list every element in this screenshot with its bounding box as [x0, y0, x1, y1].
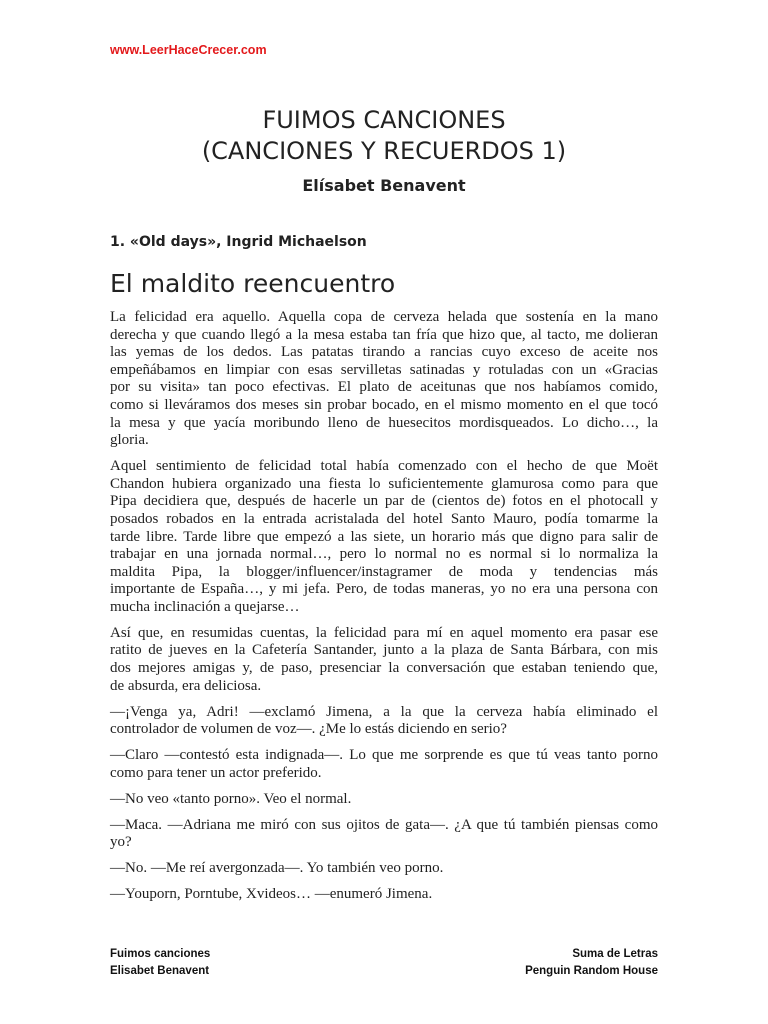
- paragraph: [110, 791, 658, 809]
- paragraph-line: Pipa decidiera que, después de hacerle un par de (cientos de) fotos en el photocall y: [110, 493, 658, 510]
- paragraph: [110, 747, 658, 782]
- paragraph-line: como para tener un actor preferido.: [110, 764, 322, 781]
- footer-right: [525, 946, 658, 980]
- paragraph-line: Así que, en resumidas cuentas, la felicidad para mí en aquel momento era pasar ese: [110, 624, 658, 641]
- paragraph-line: —No veo «tanto porno». Veo el normal.: [110, 790, 352, 807]
- footer-author: Elisabet Benavent: [110, 965, 210, 977]
- paragraph-line: ratito de jueves en la Cafetería Santander, junto a la plaza de Santa Bárbara, con mis: [110, 642, 658, 659]
- paragraph-line: derecha y que cuando llegó a la mesa estaba tan fría que hizo que, al tacto, me dolieran: [110, 326, 658, 343]
- book-title: [0, 105, 768, 167]
- paragraph-line: trabajar en una jornada normal…, pero lo normal no es normal si lo normaliza la: [110, 546, 658, 563]
- paragraph: [110, 309, 658, 450]
- paragraph-line: —Youporn, Porntube, Xvideos… —enumeró Jimena.: [110, 886, 433, 903]
- paragraph-line: la mesa y que yacía moribundo lleno de huesecitos mordisqueados. Lo dicho…, la: [110, 414, 658, 431]
- paragraph: [110, 886, 658, 904]
- website-link[interactable]: www.LeerHaceCrecer.com: [110, 43, 267, 57]
- paragraph-line: importante de España…, y mi jefa. Pero, de todas maneras, yo no era una persona con: [110, 581, 658, 598]
- footer-book-title: Fuimos canciones: [110, 948, 211, 960]
- paragraph-line: mucha inclinación a quejarse…: [110, 598, 300, 615]
- paragraph-line: de absurda, era deliciosa.: [110, 677, 262, 694]
- book-title-line-1: FUIMOS CANCIONES: [262, 106, 506, 134]
- paragraph: [110, 860, 658, 878]
- paragraph-line: yo?: [110, 834, 132, 851]
- chapter-song-heading: 1. «Old days», Ingrid Michaelson: [110, 234, 367, 250]
- paragraph-line: maldita Pipa, la blogger/influencer/instagramer de moda y tendencias más: [110, 563, 658, 580]
- chapter-title: El maldito reencuentro: [110, 269, 396, 298]
- body-text: [110, 309, 658, 912]
- paragraph-line: —¡Venga ya, Adri! —exclamó Jimena, a la que la cerveza había eliminado el: [110, 703, 658, 720]
- paragraph-line: las yemas de los dedos. Las patatas tirando a rancias cuyo exceso de aceite nos: [110, 344, 658, 361]
- footer-publisher-group: Penguin Random House: [525, 965, 658, 977]
- paragraph-line: —Claro —contestó esta indignada—. Lo que me sorprende es que tú veas tanto porno: [110, 747, 658, 764]
- paragraph-line: —Maca. —Adriana me miró con sus ojitos de gata—. ¿A que tú también piensas como: [110, 816, 658, 833]
- paragraph-line: tarde libre. Tarde libre que empezó a las siete, un horario más que digno para salir de: [110, 528, 658, 545]
- footer-publisher: Suma de Letras: [572, 948, 658, 960]
- paragraph: [110, 458, 658, 616]
- paragraph-line: gloria.: [110, 432, 149, 449]
- paragraph-line: empeñábamos en limpiar con esas servilletas satinadas y rotuladas con un «Gracias: [110, 361, 658, 378]
- book-title-line-2: (CANCIONES Y RECUERDOS 1): [201, 137, 567, 165]
- paragraph: [110, 625, 658, 695]
- paragraph-line: Chandon hubiera organizado una fiesta lo suficientemente glamurosa como para que: [110, 475, 658, 492]
- paragraph: [110, 704, 658, 739]
- paragraph-line: como si lleváramos dos meses sin probar bocado, en el mismo momento en el que tocó: [110, 396, 658, 413]
- author-name: Elísabet Benavent: [302, 176, 466, 195]
- paragraph-line: controlador de volumen de voz—. ¿Me lo estás diciendo en serio?: [110, 721, 507, 738]
- paragraph-line: Aquel sentimiento de felicidad total había comenzado con el hecho de que Moët: [110, 458, 658, 475]
- paragraph-line: —No. —Me reí avergonzada—. Yo también veo porno.: [110, 860, 444, 877]
- paragraph-line: dos mejores amigas y, de paso, presenciar la conversación que estaban teniendo que,: [110, 660, 658, 677]
- paragraph-line: posados robados en la entrada acristalada del hotel Santo Mauro, podía tomarme la: [110, 510, 658, 527]
- footer-left: [110, 946, 210, 980]
- paragraph-line: por su visita» tan poco efectivas. El plato de aceitunas que nos habíamos comido,: [110, 379, 658, 396]
- paragraph-line: La felicidad era aquello. Aquella copa de cerveza helada que sostenía en la mano: [110, 309, 658, 325]
- paragraph: [110, 817, 658, 852]
